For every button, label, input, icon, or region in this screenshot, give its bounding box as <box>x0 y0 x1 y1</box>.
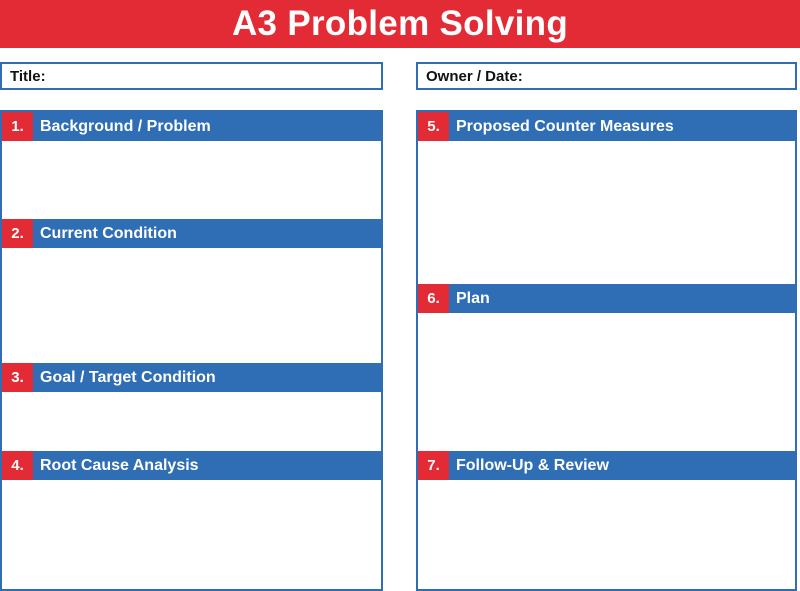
owner-date-field-label: Owner / Date: <box>426 67 523 85</box>
root-cause-analysis-area[interactable] <box>2 480 381 589</box>
title-field-label: Title: <box>10 67 46 85</box>
owner-date-field[interactable] <box>416 62 797 90</box>
right-panel <box>416 110 797 591</box>
section-title: Proposed Counter Measures <box>456 117 674 135</box>
title-banner <box>0 0 800 48</box>
section-header-follow-up-review <box>418 451 795 480</box>
section-title: Follow-Up & Review <box>456 456 609 474</box>
current-condition-area[interactable] <box>2 248 381 363</box>
section-number: 7. <box>418 451 449 480</box>
section-header-current-condition <box>2 219 381 248</box>
section-header-background-problem <box>2 112 381 141</box>
section-number: 1. <box>2 112 33 141</box>
title-field[interactable] <box>0 62 383 90</box>
section-header-proposed-counter-measures <box>418 112 795 141</box>
section-header-plan <box>418 284 795 313</box>
section-title: Root Cause Analysis <box>40 456 199 474</box>
section-title: Goal / Target Condition <box>40 368 216 386</box>
section-header-goal-target-condition <box>2 363 381 392</box>
section-number: 6. <box>418 284 449 313</box>
section-title: Current Condition <box>40 224 177 242</box>
goal-target-condition-area[interactable] <box>2 392 381 451</box>
section-title: Background / Problem <box>40 117 211 135</box>
follow-up-review-area[interactable] <box>418 480 795 589</box>
section-number: 5. <box>418 112 449 141</box>
section-number: 4. <box>2 451 33 480</box>
background-problem-area[interactable] <box>2 141 381 220</box>
left-panel <box>0 110 383 591</box>
proposed-counter-measures-area[interactable] <box>418 141 795 284</box>
plan-area[interactable] <box>418 313 795 451</box>
section-number: 3. <box>2 363 33 392</box>
page-title: A3 Problem Solving <box>231 4 569 43</box>
section-title: Plan <box>456 289 490 307</box>
section-header-root-cause-analysis <box>2 451 381 480</box>
section-number: 2. <box>2 219 33 248</box>
